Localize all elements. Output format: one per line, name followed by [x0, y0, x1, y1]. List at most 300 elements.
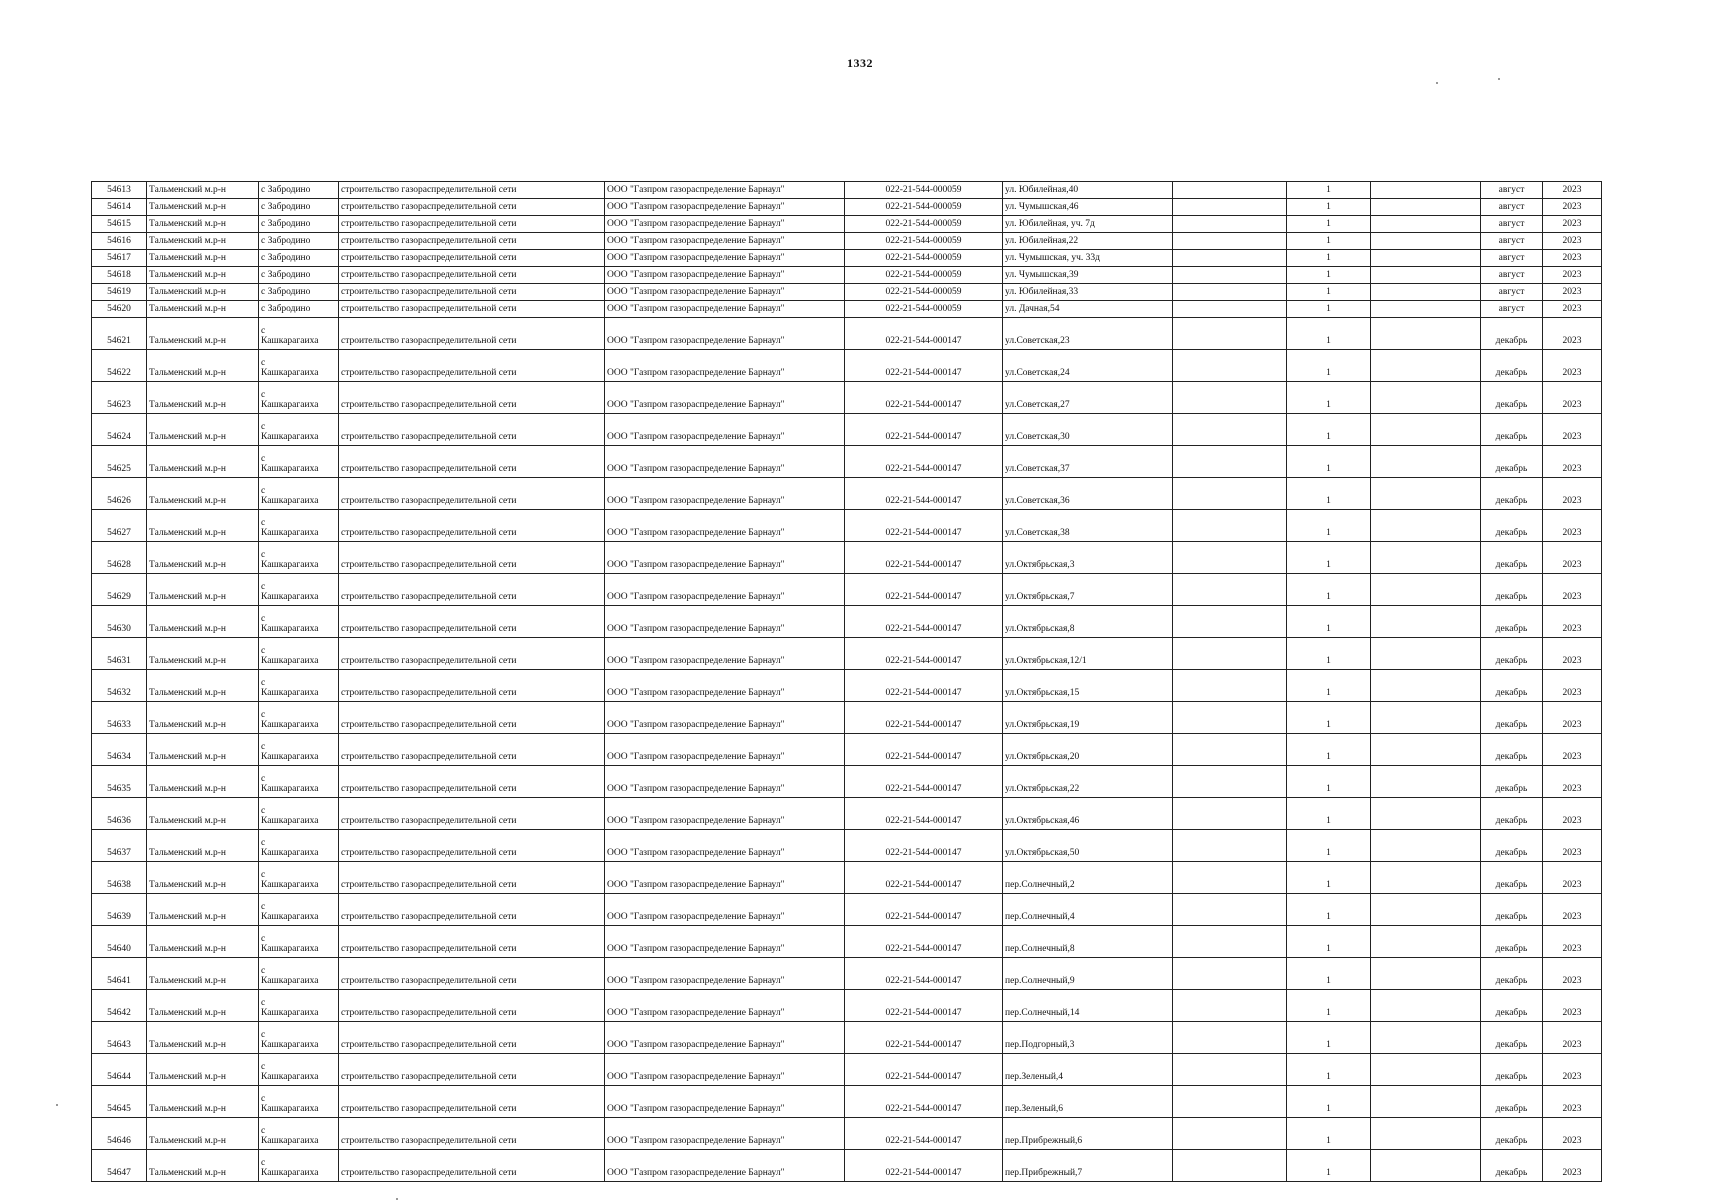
organization-cell: ООО "Газпром газораспределение Барнаул"	[605, 216, 845, 233]
table-row	[92, 250, 1602, 267]
quantity-cell: 1	[1287, 414, 1371, 446]
organization-cell: ООО "Газпром газораспределение Барнаул"	[605, 446, 845, 478]
settlement-cell	[259, 216, 339, 233]
settlement-cell	[259, 446, 339, 478]
table-row	[92, 510, 1602, 542]
work-type-cell: строительство газораспределительной сети	[339, 734, 605, 766]
month-cell: декабрь	[1481, 478, 1543, 510]
address-cell: пер.Солнечный,9	[1003, 958, 1173, 990]
settlement-prefix: с	[261, 454, 266, 464]
row-number-cell: 54619	[92, 284, 147, 301]
code-cell: 022-21-544-000147	[845, 446, 1003, 478]
district-cell: Тальменский м.р-н	[147, 284, 259, 301]
settlement-prefix: с	[261, 1062, 266, 1072]
settlement-name: Кашкарагаиха	[261, 656, 319, 666]
month-cell: декабрь	[1481, 702, 1543, 734]
organization-cell: ООО "Газпром газораспределение Барнаул"	[605, 1054, 845, 1086]
empty-cell	[1371, 250, 1481, 267]
year-cell: 2023	[1543, 958, 1602, 990]
quantity-cell: 1	[1287, 1022, 1371, 1054]
empty-cell	[1371, 862, 1481, 894]
district-cell: Тальменский м.р-н	[147, 199, 259, 216]
settlement-cell	[259, 798, 339, 830]
table-row	[92, 182, 1602, 199]
year-cell: 2023	[1543, 862, 1602, 894]
work-type-cell: строительство газораспределительной сети	[339, 284, 605, 301]
code-cell: 022-21-544-000147	[845, 1086, 1003, 1118]
settlement-name: Кашкарагаиха	[261, 432, 319, 442]
settlement-prefix: с	[261, 614, 266, 624]
year-cell: 2023	[1543, 926, 1602, 958]
settlement-cell	[259, 958, 339, 990]
address-cell: ул. Юбилейная,33	[1003, 284, 1173, 301]
address-cell: ул.Октябрьская,12/1	[1003, 638, 1173, 670]
organization-cell: ООО "Газпром газораспределение Барнаул"	[605, 414, 845, 446]
work-type-cell: строительство газораспределительной сети	[339, 250, 605, 267]
quantity-cell: 1	[1287, 702, 1371, 734]
district-cell: Тальменский м.р-н	[147, 1054, 259, 1086]
settlement-name: Кашкарагаиха	[261, 336, 319, 346]
quantity-cell: 1	[1287, 606, 1371, 638]
quantity-cell: 1	[1287, 250, 1371, 267]
empty-cell	[1371, 958, 1481, 990]
empty-cell	[1173, 318, 1287, 350]
year-cell: 2023	[1543, 478, 1602, 510]
settlement-name: Кашкарагаиха	[261, 1040, 319, 1050]
empty-cell	[1371, 267, 1481, 284]
work-type-cell: строительство газораспределительной сети	[339, 182, 605, 199]
table-row	[92, 574, 1602, 606]
registry-rows	[92, 182, 1602, 1182]
district-cell: Тальменский м.р-н	[147, 267, 259, 284]
settlement-name: с Забродино	[261, 219, 311, 229]
quantity-cell: 1	[1287, 199, 1371, 216]
settlement-cell	[259, 233, 339, 250]
code-cell: 022-21-544-000147	[845, 1022, 1003, 1054]
settlement-cell	[259, 250, 339, 267]
code-cell: 022-21-544-000147	[845, 1150, 1003, 1182]
year-cell: 2023	[1543, 1150, 1602, 1182]
organization-cell: ООО "Газпром газораспределение Барнаул"	[605, 606, 845, 638]
settlement-prefix: с	[261, 1158, 266, 1168]
organization-cell: ООО "Газпром газораспределение Барнаул"	[605, 478, 845, 510]
settlement-name: с Забродино	[261, 253, 311, 263]
quantity-cell: 1	[1287, 670, 1371, 702]
quantity-cell: 1	[1287, 182, 1371, 199]
month-cell: декабрь	[1481, 958, 1543, 990]
empty-cell	[1173, 1086, 1287, 1118]
month-cell: декабрь	[1481, 414, 1543, 446]
settlement-prefix: с	[261, 1030, 266, 1040]
address-cell: ул. Юбилейная,22	[1003, 233, 1173, 250]
table-row	[92, 798, 1602, 830]
settlement-cell	[259, 926, 339, 958]
work-type-cell: строительство газораспределительной сети	[339, 638, 605, 670]
settlement-name: Кашкарагаиха	[261, 944, 319, 954]
year-cell: 2023	[1543, 798, 1602, 830]
scan-speck	[1436, 82, 1438, 84]
month-cell: декабрь	[1481, 734, 1543, 766]
empty-cell	[1371, 233, 1481, 250]
row-number-cell: 54616	[92, 233, 147, 250]
month-cell: декабрь	[1481, 542, 1543, 574]
work-type-cell: строительство газораспределительной сети	[339, 958, 605, 990]
month-cell: декабрь	[1481, 510, 1543, 542]
settlement-prefix: с	[261, 902, 266, 912]
settlement-prefix: с	[261, 710, 266, 720]
month-cell: декабрь	[1481, 638, 1543, 670]
settlement-cell	[259, 990, 339, 1022]
settlement-prefix: с	[261, 998, 266, 1008]
work-type-cell: строительство газораспределительной сети	[339, 350, 605, 382]
table-row	[92, 734, 1602, 766]
row-number-cell: 54627	[92, 510, 147, 542]
month-cell: декабрь	[1481, 926, 1543, 958]
quantity-cell: 1	[1287, 638, 1371, 670]
code-cell: 022-21-544-000147	[845, 734, 1003, 766]
table-row	[92, 1022, 1602, 1054]
month-cell: август	[1481, 284, 1543, 301]
district-cell: Тальменский м.р-н	[147, 638, 259, 670]
empty-cell	[1371, 478, 1481, 510]
address-cell: ул.Октябрьская,7	[1003, 574, 1173, 606]
empty-cell	[1371, 301, 1481, 318]
month-cell: август	[1481, 301, 1543, 318]
table-row	[92, 1086, 1602, 1118]
table-row	[92, 926, 1602, 958]
month-cell: декабрь	[1481, 1022, 1543, 1054]
empty-cell	[1173, 830, 1287, 862]
row-number-cell: 54626	[92, 478, 147, 510]
row-number-cell: 54623	[92, 382, 147, 414]
organization-cell: ООО "Газпром газораспределение Барнаул"	[605, 318, 845, 350]
quantity-cell: 1	[1287, 301, 1371, 318]
settlement-prefix: с	[261, 518, 266, 528]
settlement-cell	[259, 1150, 339, 1182]
year-cell: 2023	[1543, 702, 1602, 734]
empty-cell	[1173, 1150, 1287, 1182]
quantity-cell: 1	[1287, 284, 1371, 301]
work-type-cell: строительство газораспределительной сети	[339, 301, 605, 318]
table-row	[92, 670, 1602, 702]
quantity-cell: 1	[1287, 734, 1371, 766]
month-cell: декабрь	[1481, 862, 1543, 894]
table-row	[92, 766, 1602, 798]
year-cell: 2023	[1543, 894, 1602, 926]
work-type-cell: строительство газораспределительной сети	[339, 1118, 605, 1150]
quantity-cell: 1	[1287, 478, 1371, 510]
code-cell: 022-21-544-000147	[845, 798, 1003, 830]
settlement-name: Кашкарагаиха	[261, 528, 319, 538]
address-cell: ул.Октябрьская,19	[1003, 702, 1173, 734]
row-number-cell: 54617	[92, 250, 147, 267]
empty-cell	[1173, 862, 1287, 894]
organization-cell: ООО "Газпром газораспределение Барнаул"	[605, 1022, 845, 1054]
table-row	[92, 1118, 1602, 1150]
settlement-name: Кашкарагаиха	[261, 880, 319, 890]
settlement-name: Кашкарагаиха	[261, 464, 319, 474]
year-cell: 2023	[1543, 446, 1602, 478]
quantity-cell: 1	[1287, 1150, 1371, 1182]
district-cell: Тальменский м.р-н	[147, 250, 259, 267]
settlement-name: Кашкарагаиха	[261, 912, 319, 922]
year-cell: 2023	[1543, 216, 1602, 233]
settlement-prefix: с	[261, 390, 266, 400]
address-cell: ул.Советская,23	[1003, 318, 1173, 350]
organization-cell: ООО "Газпром газораспределение Барнаул"	[605, 574, 845, 606]
year-cell: 2023	[1543, 734, 1602, 766]
table-row	[92, 958, 1602, 990]
district-cell: Тальменский м.р-н	[147, 766, 259, 798]
quantity-cell: 1	[1287, 318, 1371, 350]
month-cell: декабрь	[1481, 382, 1543, 414]
address-cell: ул.Октябрьская,3	[1003, 542, 1173, 574]
settlement-cell	[259, 638, 339, 670]
settlement-cell	[259, 894, 339, 926]
quantity-cell: 1	[1287, 542, 1371, 574]
empty-cell	[1371, 1086, 1481, 1118]
code-cell: 022-21-544-000147	[845, 350, 1003, 382]
settlement-prefix: с	[261, 1094, 266, 1104]
month-cell: декабрь	[1481, 446, 1543, 478]
settlement-prefix: с	[261, 742, 266, 752]
work-type-cell: строительство газораспределительной сети	[339, 510, 605, 542]
work-type-cell: строительство газораспределительной сети	[339, 990, 605, 1022]
empty-cell	[1173, 446, 1287, 478]
district-cell: Тальменский м.р-н	[147, 510, 259, 542]
settlement-cell	[259, 510, 339, 542]
year-cell: 2023	[1543, 233, 1602, 250]
code-cell: 022-21-544-000147	[845, 894, 1003, 926]
quantity-cell: 1	[1287, 350, 1371, 382]
quantity-cell: 1	[1287, 798, 1371, 830]
settlement-prefix: с	[261, 1126, 266, 1136]
address-cell: ул.Советская,36	[1003, 478, 1173, 510]
table-row	[92, 1150, 1602, 1182]
settlement-name: Кашкарагаиха	[261, 400, 319, 410]
settlement-name: Кашкарагаиха	[261, 1168, 319, 1178]
organization-cell: ООО "Газпром газораспределение Барнаул"	[605, 798, 845, 830]
empty-cell	[1173, 638, 1287, 670]
settlement-name: с Забродино	[261, 236, 311, 246]
address-cell: пер.Подгорный,3	[1003, 1022, 1173, 1054]
organization-cell: ООО "Газпром газораспределение Барнаул"	[605, 1150, 845, 1182]
empty-cell	[1173, 670, 1287, 702]
table-row	[92, 446, 1602, 478]
empty-cell	[1173, 284, 1287, 301]
empty-cell	[1173, 702, 1287, 734]
table-row	[92, 284, 1602, 301]
address-cell: ул.Советская,27	[1003, 382, 1173, 414]
district-cell: Тальменский м.р-н	[147, 574, 259, 606]
month-cell: август	[1481, 182, 1543, 199]
row-number-cell: 54624	[92, 414, 147, 446]
address-cell: ул. Юбилейная,40	[1003, 182, 1173, 199]
year-cell: 2023	[1543, 638, 1602, 670]
quantity-cell: 1	[1287, 862, 1371, 894]
work-type-cell: строительство газораспределительной сети	[339, 1054, 605, 1086]
settlement-cell	[259, 702, 339, 734]
quantity-cell: 1	[1287, 1054, 1371, 1086]
quantity-cell: 1	[1287, 574, 1371, 606]
empty-cell	[1173, 542, 1287, 574]
month-cell: август	[1481, 250, 1543, 267]
address-cell: ул.Советская,24	[1003, 350, 1173, 382]
table-row	[92, 414, 1602, 446]
address-cell: ул.Октябрьская,8	[1003, 606, 1173, 638]
empty-cell	[1173, 734, 1287, 766]
empty-cell	[1173, 1054, 1287, 1086]
row-number-cell: 54640	[92, 926, 147, 958]
address-cell: ул. Чумышская,39	[1003, 267, 1173, 284]
row-number-cell: 54622	[92, 350, 147, 382]
settlement-cell	[259, 1086, 339, 1118]
empty-cell	[1371, 926, 1481, 958]
empty-cell	[1173, 478, 1287, 510]
district-cell: Тальменский м.р-н	[147, 606, 259, 638]
address-cell: ул.Советская,37	[1003, 446, 1173, 478]
month-cell: декабрь	[1481, 1086, 1543, 1118]
row-number-cell: 54646	[92, 1118, 147, 1150]
code-cell: 022-21-544-000147	[845, 670, 1003, 702]
district-cell: Тальменский м.р-н	[147, 798, 259, 830]
district-cell: Тальменский м.р-н	[147, 446, 259, 478]
settlement-name: Кашкарагаиха	[261, 752, 319, 762]
code-cell: 022-21-544-000147	[845, 830, 1003, 862]
organization-cell: ООО "Газпром газораспределение Барнаул"	[605, 830, 845, 862]
work-type-cell: строительство газораспределительной сети	[339, 830, 605, 862]
month-cell: декабрь	[1481, 766, 1543, 798]
table-row	[92, 318, 1602, 350]
work-type-cell: строительство газораспределительной сети	[339, 446, 605, 478]
month-cell: декабрь	[1481, 894, 1543, 926]
year-cell: 2023	[1543, 301, 1602, 318]
empty-cell	[1173, 510, 1287, 542]
empty-cell	[1173, 414, 1287, 446]
empty-cell	[1173, 250, 1287, 267]
empty-cell	[1173, 267, 1287, 284]
month-cell: декабрь	[1481, 318, 1543, 350]
empty-cell	[1371, 284, 1481, 301]
district-cell: Тальменский м.р-н	[147, 318, 259, 350]
quantity-cell: 1	[1287, 382, 1371, 414]
row-number-cell: 54643	[92, 1022, 147, 1054]
organization-cell: ООО "Газпром газораспределение Барнаул"	[605, 702, 845, 734]
month-cell: август	[1481, 216, 1543, 233]
empty-cell	[1173, 199, 1287, 216]
organization-cell: ООО "Газпром газораспределение Барнаул"	[605, 250, 845, 267]
settlement-cell	[259, 301, 339, 318]
empty-cell	[1173, 301, 1287, 318]
row-number-cell: 54636	[92, 798, 147, 830]
year-cell: 2023	[1543, 1022, 1602, 1054]
settlement-prefix: с	[261, 870, 266, 880]
year-cell: 2023	[1543, 350, 1602, 382]
empty-cell	[1173, 894, 1287, 926]
organization-cell: ООО "Газпром газораспределение Барнаул"	[605, 199, 845, 216]
empty-cell	[1371, 414, 1481, 446]
organization-cell: ООО "Газпром газораспределение Барнаул"	[605, 670, 845, 702]
district-cell: Тальменский м.р-н	[147, 382, 259, 414]
address-cell: пер.Прибрежный,7	[1003, 1150, 1173, 1182]
settlement-cell	[259, 542, 339, 574]
quantity-cell: 1	[1287, 510, 1371, 542]
quantity-cell: 1	[1287, 958, 1371, 990]
table-row	[92, 702, 1602, 734]
code-cell: 022-21-544-000059	[845, 233, 1003, 250]
settlement-name: с Забродино	[261, 304, 311, 314]
month-cell: декабрь	[1481, 798, 1543, 830]
table-row	[92, 830, 1602, 862]
organization-cell: ООО "Газпром газораспределение Барнаул"	[605, 284, 845, 301]
settlement-name: Кашкарагаиха	[261, 1008, 319, 1018]
quantity-cell: 1	[1287, 267, 1371, 284]
scan-speck	[56, 1104, 58, 1106]
empty-cell	[1371, 798, 1481, 830]
year-cell: 2023	[1543, 542, 1602, 574]
settlement-name: с Забродино	[261, 202, 311, 212]
empty-cell	[1371, 1150, 1481, 1182]
row-number-cell: 54645	[92, 1086, 147, 1118]
address-cell: пер.Солнечный,8	[1003, 926, 1173, 958]
quantity-cell: 1	[1287, 926, 1371, 958]
year-cell: 2023	[1543, 1086, 1602, 1118]
row-number-cell: 54644	[92, 1054, 147, 1086]
district-cell: Тальменский м.р-н	[147, 702, 259, 734]
settlement-cell	[259, 382, 339, 414]
month-cell: август	[1481, 267, 1543, 284]
district-cell: Тальменский м.р-н	[147, 670, 259, 702]
month-cell: декабрь	[1481, 1054, 1543, 1086]
settlement-prefix: с	[261, 582, 266, 592]
settlement-cell	[259, 1118, 339, 1150]
row-number-cell: 54641	[92, 958, 147, 990]
table-row	[92, 606, 1602, 638]
settlement-prefix: с	[261, 934, 266, 944]
row-number-cell: 54615	[92, 216, 147, 233]
settlement-cell	[259, 734, 339, 766]
table-row	[92, 990, 1602, 1022]
quantity-cell: 1	[1287, 894, 1371, 926]
empty-cell	[1173, 233, 1287, 250]
year-cell: 2023	[1543, 830, 1602, 862]
settlement-prefix: с	[261, 550, 266, 560]
settlement-prefix: с	[261, 774, 266, 784]
row-number-cell: 54613	[92, 182, 147, 199]
organization-cell: ООО "Газпром газораспределение Барнаул"	[605, 734, 845, 766]
settlement-prefix: с	[261, 966, 266, 976]
empty-cell	[1371, 182, 1481, 199]
table-row	[92, 894, 1602, 926]
table-row	[92, 542, 1602, 574]
organization-cell: ООО "Газпром газораспределение Барнаул"	[605, 1118, 845, 1150]
empty-cell	[1173, 766, 1287, 798]
code-cell: 022-21-544-000147	[845, 638, 1003, 670]
row-number-cell: 54632	[92, 670, 147, 702]
month-cell: декабрь	[1481, 1118, 1543, 1150]
address-cell: ул. Чумышская,46	[1003, 199, 1173, 216]
empty-cell	[1173, 606, 1287, 638]
settlement-cell	[259, 478, 339, 510]
work-type-cell: строительство газораспределительной сети	[339, 199, 605, 216]
year-cell: 2023	[1543, 1118, 1602, 1150]
code-cell: 022-21-544-000147	[845, 606, 1003, 638]
code-cell: 022-21-544-000147	[845, 510, 1003, 542]
code-cell: 022-21-544-000059	[845, 199, 1003, 216]
address-cell: пер.Прибрежный,6	[1003, 1118, 1173, 1150]
district-cell: Тальменский м.р-н	[147, 734, 259, 766]
table-row	[92, 216, 1602, 233]
